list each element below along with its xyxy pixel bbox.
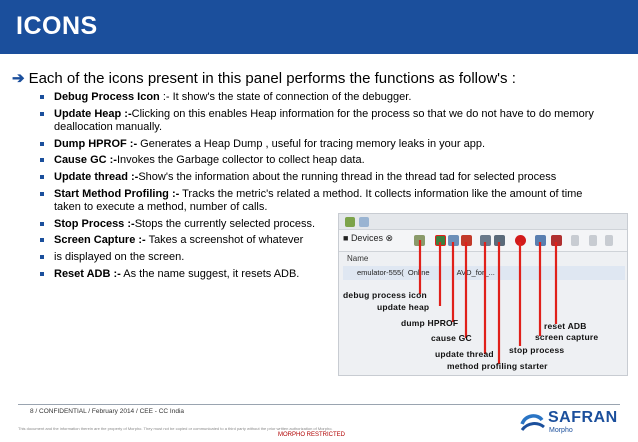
bullet-item — [38, 91, 598, 105]
bullet-term: Start Method Profiling :- — [54, 187, 180, 200]
label-screen-capture: screen capture — [535, 332, 599, 342]
label-dump-hprof: dump HPROF — [401, 318, 459, 328]
bullet-item — [38, 268, 328, 282]
bullet-item — [38, 218, 328, 232]
logo-wordmark: SAFRAN — [548, 409, 618, 426]
bullet-item — [38, 154, 598, 168]
label-update-heap: update heap — [377, 302, 430, 312]
slide-title: ICONS — [16, 12, 98, 40]
bullet-term: Debug Process Icon — [54, 91, 160, 103]
bullet-desc: Generates a Heap Dump , useful for tracing memory leaks in your app. — [140, 137, 486, 150]
bullet-term: Update thread :- — [54, 170, 139, 183]
footer-disclaimer: This document and the information therein are the property of Morpho. They must not be copied or communicated to a third party without the prior written authorization of Morpho. — [18, 426, 333, 431]
label-method-profiling: method profiling starter — [447, 361, 548, 371]
bullet-sep: :- — [159, 91, 173, 103]
intro-text: Each of the icons present in this panel performs the functions as follow's : — [28, 70, 516, 87]
page-number: 8 / — [30, 408, 38, 415]
restricted-label: MORPHO RESTRICTED — [278, 432, 346, 438]
bullet-term: Stop Process :- — [54, 217, 135, 230]
device-status: Online — [407, 268, 430, 277]
bullet-item — [38, 251, 328, 265]
devices-tab-label: Devices — [350, 233, 383, 243]
bullet-desc: Stops the currently selected process. — [134, 217, 316, 230]
safran-logo-icon — [518, 408, 546, 436]
bullet-term: Update Heap :- — [54, 107, 132, 120]
footer-info — [30, 408, 184, 415]
bullet-item — [38, 188, 598, 215]
footer-divider — [18, 404, 620, 405]
bullet-term: Dump HPROF :- — [54, 137, 138, 150]
bullet-item — [38, 108, 598, 135]
intro-line — [12, 70, 627, 88]
bullet-desc: It show's the state of connection of the debugger. — [172, 91, 412, 103]
devices-tab[interactable]: ■ Devices ⊗ — [343, 233, 393, 243]
bullet-desc: Tracks the metric's related a method. It collects information like the amount of time taken to execute a method, number of calls. — [54, 187, 583, 214]
footer-confidential: CONFIDENTIAL / February 2014 / CEE - CC India — [39, 408, 185, 415]
bullet-item — [38, 171, 598, 185]
bullet-item — [38, 138, 598, 152]
label-stop-process: stop process — [509, 345, 565, 355]
safran-logo — [518, 406, 628, 438]
bullet-term: Screen Capture :- — [54, 234, 146, 247]
bullet-desc: Takes a screenshot of whatever — [148, 234, 304, 247]
bullet-desc: is displayed on the screen. — [54, 250, 185, 263]
devices-panel-screenshot — [338, 213, 628, 376]
bullet-term: Cause GC :- — [54, 154, 117, 167]
logo-subtext: Morpho — [549, 427, 573, 434]
name-column-header: Name — [347, 254, 369, 263]
label-update-thread: update thread — [435, 349, 494, 359]
bullet-item — [38, 234, 328, 248]
bullet-desc: As the name suggest, it resets ADB. — [123, 267, 300, 280]
bullet-desc: Clicking on this enables Heap information for the process so that we do not have to do memory deallocation manually. — [54, 107, 594, 134]
label-reset-adb: reset ADB — [544, 321, 587, 331]
bullet-term: Reset ADB :- — [54, 267, 121, 280]
bullet-desc: Show's the information about the running thread in the thread tad for selected process — [138, 170, 557, 183]
device-name: emulator-555( — [357, 268, 404, 277]
title-bar — [0, 0, 638, 54]
label-debug-process: debug process icon — [343, 290, 427, 300]
label-cause-gc: cause GC — [431, 333, 472, 343]
device-target: AVD_for_... — [456, 268, 495, 277]
arrow-icon: ➔ — [12, 70, 25, 87]
bullet-desc: Invokes the Garbage collector to collect heap data. — [116, 154, 365, 167]
